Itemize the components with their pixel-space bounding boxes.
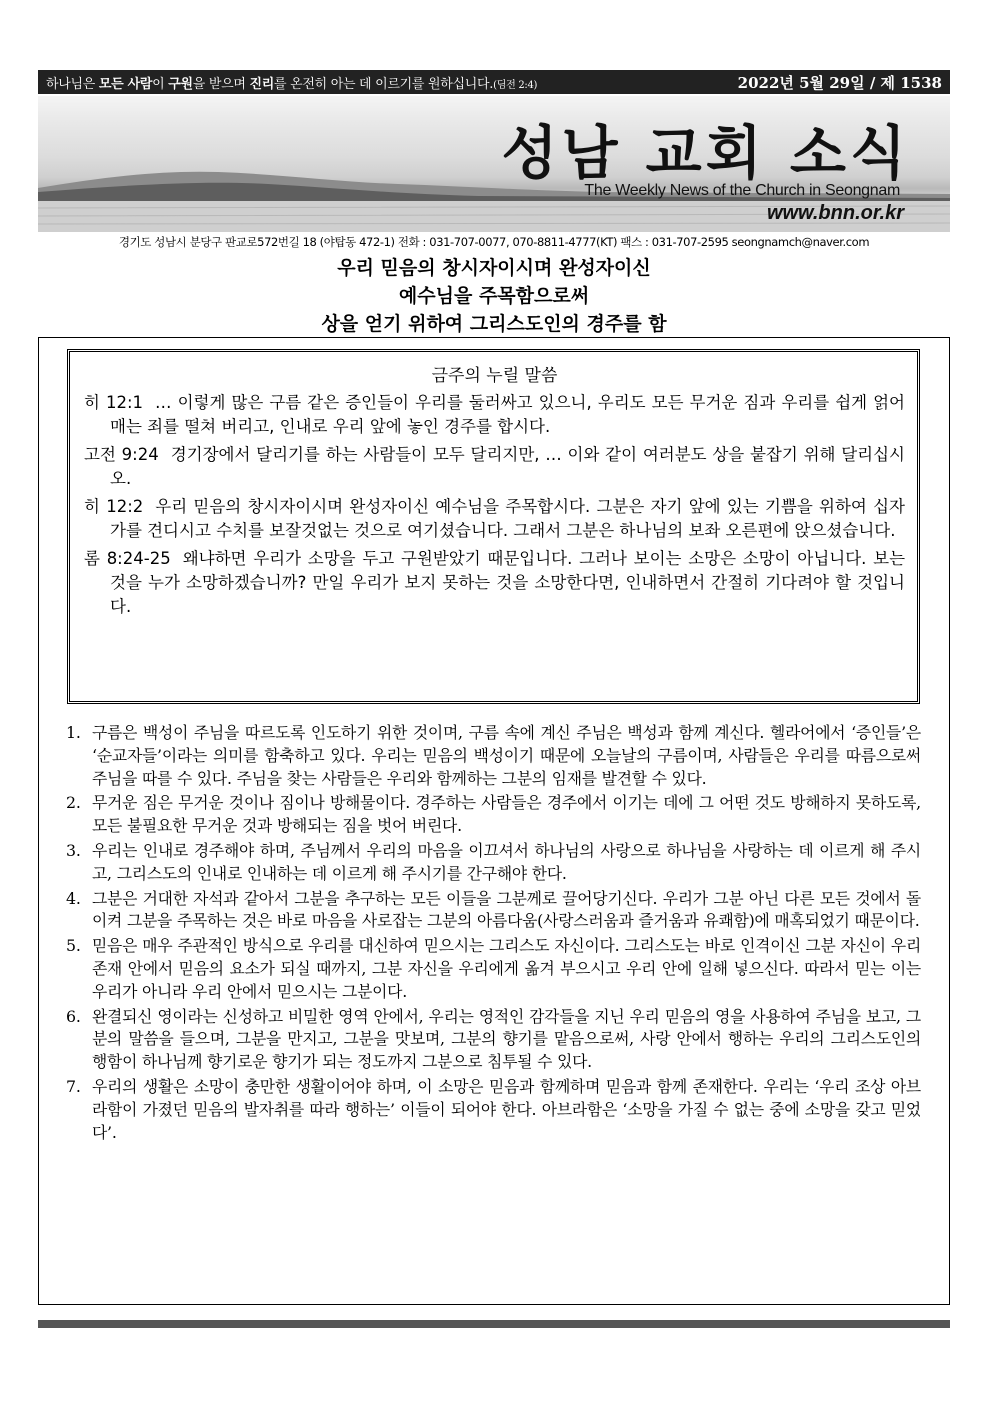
- verse-ref: 롬 8:24-25: [84, 549, 171, 568]
- list-item: [66, 935, 921, 1003]
- verse-item: [84, 443, 905, 491]
- footer-rule: [38, 1320, 950, 1328]
- item-number: 1.: [66, 723, 81, 742]
- verse-ref: 고전 9:24: [84, 445, 159, 464]
- verse-item: [84, 547, 905, 619]
- headline-line: 우리 믿음의 창시자이시며 완성자이신: [337, 257, 651, 279]
- newsletter-subtitle: The Weekly News of the Church in Seongnam: [584, 182, 900, 199]
- verse-item: [84, 495, 905, 543]
- verse-text: 왜냐하면 우리가 소망을 두고 구원받았기 때문입니다. 그러나 보이는 소망은 소망이 아닙니다. 보는 것을 누가 소망하겠습니까? 만일 우리가 보지 못하는 것을 소망한다면, 인내하면서 간절히 기다려야 할 것입니다.: [110, 549, 906, 616]
- list-item: [66, 888, 921, 934]
- list-item: [66, 1006, 921, 1074]
- motto-text: 하나님은 모든 사람이 구원을 받으며 진리를 온전히 아는 데 이르기를 원하십니다.(딤전 2:4): [46, 76, 538, 92]
- list-item: [66, 1076, 921, 1144]
- item-text: 우리의 생활은 소망이 충만한 생활이어야 하며, 이 소망은 믿음과 함께하며 믿음과 함께 존재한다. 우리는 ‘우리 조상 아브라함이 가졌던 믿음의 발자취를 따라 행하는’ 이들이 되어야 한다. 아브라함은 ‘소망을 가질 수 없는 중에 소망을 갖고 믿었다’.: [92, 1076, 921, 1142]
- item-number: 5.: [66, 936, 81, 956]
- verse-text: … 이렇게 많은 구름 같은 증인들이 우리를 둘러싸고 있으니, 우리도 모든 무거운 짐과 우리를 쉽게 얽어매는 죄를 떨쳐 버리고, 인내로 우리 앞에 놓인 경주를 합시다.: [110, 393, 905, 436]
- list-item: [66, 840, 921, 886]
- item-text: 우리는 인내로 경주해야 하며, 주님께서 우리의 마음을 이끄셔서 하나님의 사랑으로 하나님을 사랑하는 데 이르게 해 주시고, 그리스도의 인내로 인내하는 데 이르게 해 주시기를 간구해야 한다.: [92, 840, 921, 883]
- list-item: [66, 722, 921, 790]
- item-number: 7.: [66, 1076, 81, 1096]
- verses-box: [67, 349, 920, 704]
- item-number: 2.: [66, 793, 81, 813]
- item-text: 구름은 백성이 주님을 따르도록 인도하기 위한 것이며, 구름 속에 계신 주님은 백성과 함께 계신다. 헬라어에서 ‘증인들’은 ‘순교자들’이라는 의미를 함축하고 있다. 우리는 믿음의 백성이기 때문에 오늘날의 구름이며, 사람들은 우리를 따름으로써 주님을 따를 수 있다. 주님을 찾는 사람들은 우리와 함께하는 그분의 임재를 발견할 수 있다.: [92, 723, 921, 788]
- verses-title: 금주의 누릴 말씀: [431, 366, 558, 386]
- item-number: 6.: [66, 1006, 81, 1026]
- church-address: 경기도 성남시 분당구 판교로572번길 18 (야탑동 472-1) 전화 : 031-707-0077, 070-8811-4777(KT) 팩스 : 031-707-2595 seongnamch@naver.com: [118, 235, 870, 249]
- verse-text: 경기장에서 달리기를 하는 사람들이 모두 달리지만, … 이와 같이 여러분도 상을 붙잡기 위해 달리십시오.: [110, 445, 905, 488]
- headline: [38, 254, 950, 338]
- message-points: [66, 722, 921, 1146]
- headline-line: 예수님을 주목함으로써: [398, 285, 590, 307]
- item-number: 4.: [66, 888, 81, 908]
- verse-text: 우리 믿음의 창시자이시며 완성자이신 예수님을 주목합시다. 그분은 자기 앞에 있는 기쁨을 위하여 십자가를 견디시고 수치를 보잘것없는 것으로 여기셨습니다. 그래서 그분은 하나님의 보좌 오른편에 앉으셨습니다.: [110, 497, 905, 540]
- verse-ref: 히 12:2: [84, 497, 144, 516]
- verse-item: [84, 391, 905, 439]
- issue-date: 2022년 5월 29일 / 제 1538: [737, 73, 942, 92]
- item-number: 3.: [66, 840, 81, 860]
- item-text: 완결되신 영이라는 신성하고 비밀한 영역 안에서, 우리는 영적인 감각들을 지닌 우리 믿음의 영을 사용하여 주님을 보고, 그분의 말씀을 들으며, 그분을 만지고, 그분을 맛보며, 그분의 향기를 맡음으로써, 사랑 안에서 행하는 우리의 그리스도인의 행함이 하나님께 향기로운 향기가 되는 정도까지 그분으로 침투될 수 있다.: [92, 1006, 921, 1072]
- item-text: 무거운 짐은 무거운 것이나 짐이나 방해물이다. 경주하는 사람들은 경주에서 이기는 데에 그 어떤 것도 방해하지 못하도록, 모든 불필요한 무거운 것과 방해되는 짐을 벗어 버린다.: [92, 793, 921, 836]
- headline-line: 상을 얻기 위하여 그리스도인의 경주를 함: [321, 313, 667, 335]
- list-item: [66, 792, 921, 838]
- verse-ref: 히 12:1: [84, 393, 144, 412]
- item-text: 믿음은 매우 주관적인 방식으로 우리를 대신하여 믿으시는 그리스도 자신이다. 그리스도는 바로 인격이신 그분 자신이 우리 존재 안에서 믿음의 요소가 되실 때까지, 그분 자신을 우리에게 옮겨 부으시고 우리 안에 일해 넣으신다. 따라서 믿는 이는 우리가 아니라 우리 안에서 믿으시는 그분이다.: [92, 936, 921, 1001]
- item-text: 그분은 거대한 자석과 같아서 그분을 추구하는 모든 이들을 그분께로 끌어당기신다. 우리가 그분 아닌 다른 모든 것에서 돌이켜 그분을 주목하는 것은 바로 마음을 사로잡는 그분의 아름다움(사랑스러움과 즐거움과 유쾌함)에 매혹되었기 때문이다.: [92, 888, 921, 931]
- motto-bar: [38, 70, 950, 94]
- header-banner: [38, 96, 950, 232]
- newsletter-title: 성남 교회 소식: [501, 119, 910, 187]
- website-link[interactable]: www.bnn.or.kr: [766, 202, 904, 224]
